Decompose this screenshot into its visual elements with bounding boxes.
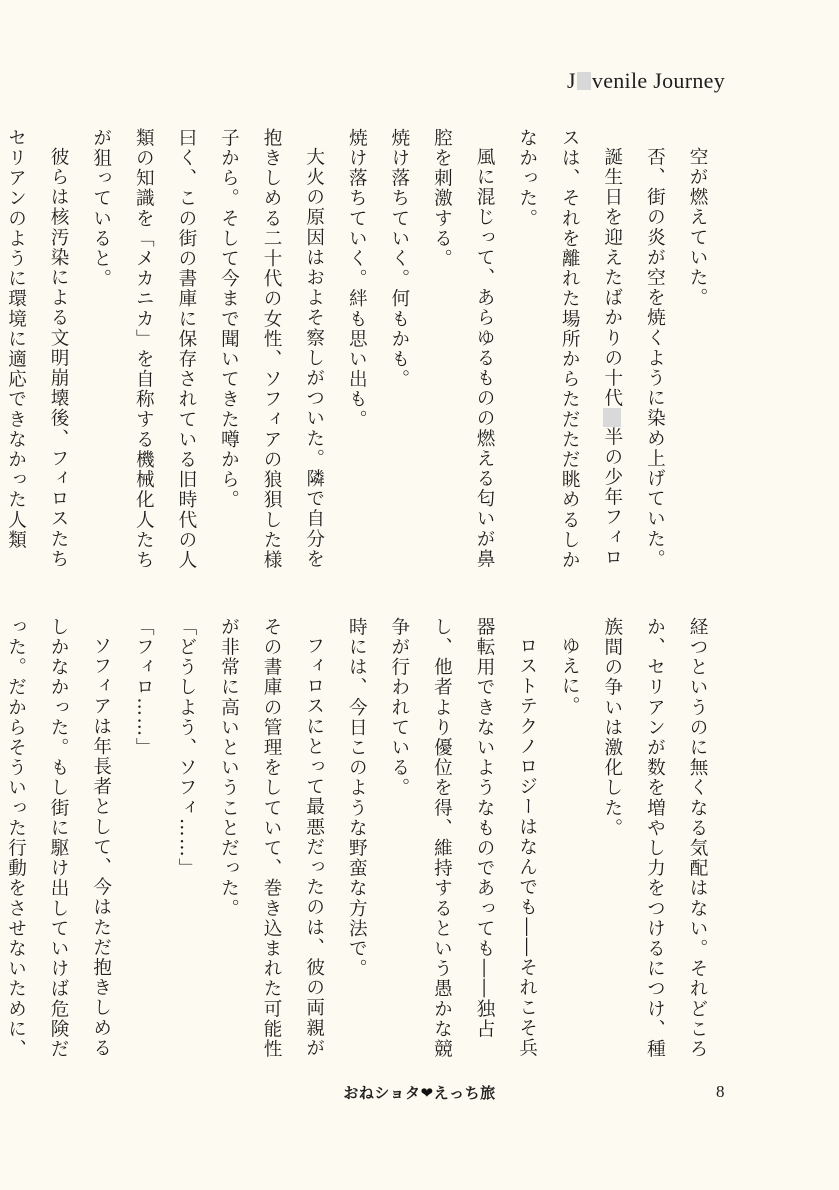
paragraph: ゆえに。	[559, 635, 581, 716]
paragraph: 空が燃えていた。	[687, 146, 708, 308]
paragraph: フィロスにとって最悪だったのは、彼の両親がその書庫の管理をしていて、巻き込まれた可能性が非常に高いということだった。	[218, 617, 325, 1060]
paragraph: 大火の原因はおよそ察しがついた。隣で自分を抱きしめる二十代の女性、ソフィアの狼狽した様子から。そして今まで聞いてきた噂から。	[218, 128, 325, 571]
header-title-pre: J	[567, 68, 576, 93]
footer-title-right: えっち旅	[433, 1084, 496, 1102]
paragraph: ソフィアは年長者として、今はただ抱きしめるしかなかった。もし街に駆け出していけば危険だった。だからそういった行動をさせないために、	[5, 617, 112, 1060]
redaction-mark	[603, 408, 622, 427]
dialogue-line: 「フィロ……」	[133, 617, 155, 758]
running-header	[567, 68, 725, 94]
paragraph: 曰く、この街の書庫に保存されている旧時代の人類の知識を「メカニカ」を自称する機械化人たちが狙っていると。	[90, 128, 197, 571]
page-number: 8	[716, 1082, 725, 1101]
text-fragment: 誕生日を迎えたばかりの十代	[601, 146, 623, 408]
redaction-mark	[577, 72, 591, 90]
paragraph: 焼け落ちていく。絆も思い出も。	[346, 128, 368, 430]
dialogue-line: 「どうしよう、ソフィ……」	[175, 617, 197, 879]
text-fragment: 半の少年フィロスは、それを離れた場所からただただ眺めるしかなかった。	[516, 128, 623, 571]
paragraph	[505, 128, 633, 576]
header-title-post: venile Journey	[591, 68, 725, 93]
footer-title-left: おねショタ	[343, 1084, 421, 1102]
paragraph: 彼らは核汚染による文明崩壊後、フィロスたちセリアンのように環境に適応できなかった人類	[5, 128, 70, 569]
upper-text-block	[5, 128, 718, 576]
paragraph: 経つというのに無くなる気配はない。それどころか、セリアンが数を増やし力をつけるにつけ、種族間の争いは激化した。	[601, 617, 708, 1060]
paragraph: 否、街の炎が空を焼くように染め上げていた。	[644, 146, 666, 569]
paragraph: 時には、今日このような野蛮な方法で。	[346, 617, 368, 979]
paragraph: 焼け落ちていく。何もかも。	[388, 128, 410, 390]
heart-icon: ❤	[420, 1084, 434, 1102]
paragraph: 風に混じって、あらゆるものの燃える匂いが鼻腔を刺激する。	[431, 128, 496, 569]
paragraph: ロストテクノロジーはなんでも――それこそ兵器転用できないようなものであっても――独占し、他者より優位を得、維持するという愚かな競争が行われている。	[388, 617, 538, 1060]
footer-book-title	[0, 1082, 839, 1103]
lower-text-block	[5, 617, 718, 1063]
